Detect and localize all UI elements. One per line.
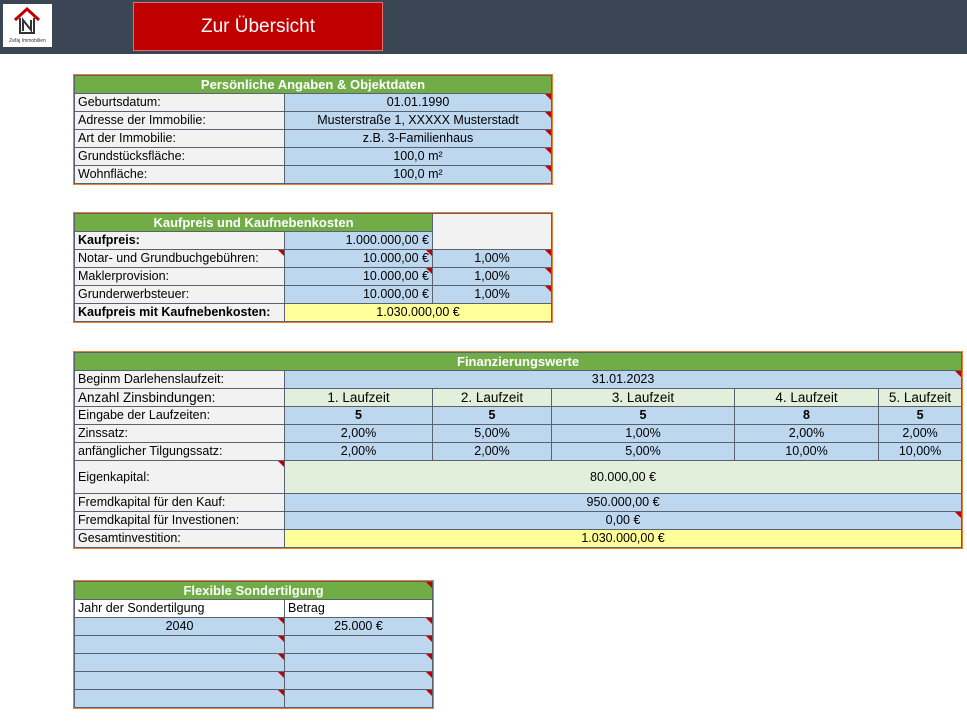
total-price-value: 1.030.000,00 € xyxy=(285,304,552,322)
address-input[interactable]: Musterstraße 1, XXXXX Musterstadt xyxy=(285,112,552,130)
year-column-header: Jahr der Sondertilgung xyxy=(75,600,285,618)
living-area-label: Wohnfläche: xyxy=(75,166,285,184)
transfer-tax-label: Grunderwerbsteuer: xyxy=(75,286,285,304)
personal-data-title: Persönliche Angaben & Objektdaten xyxy=(75,76,552,94)
notary-fees-value: 10.000,00 € xyxy=(285,250,433,268)
special-amount-input[interactable] xyxy=(285,672,433,690)
duration-input-1[interactable]: 5 xyxy=(285,407,433,425)
debt-invest-label: Fremdkapital für Investionen: xyxy=(75,512,285,530)
purchase-table xyxy=(74,213,552,322)
duration-input-3[interactable]: 5 xyxy=(552,407,735,425)
notary-fees-label: Notar- und Grundbuchgebühren: xyxy=(75,250,285,268)
duration-input-5[interactable]: 5 xyxy=(879,407,962,425)
interest-input-3[interactable]: 1,00% xyxy=(552,425,735,443)
purchase-title: Kaufpreis und Kaufnebenkosten xyxy=(75,214,433,232)
interest-label: Zinssatz: xyxy=(75,425,285,443)
term-header-4: 4. Laufzeit xyxy=(735,389,879,407)
broker-commission-value: 10.000,00 € xyxy=(285,268,433,286)
logo-text: Zefaj Immobilien xyxy=(9,38,46,44)
financing-title: Finanzierungswerte xyxy=(75,353,962,371)
debt-invest-input[interactable]: 0,00 € xyxy=(285,512,962,530)
durations-label: Eingabe der Laufzeiten: xyxy=(75,407,285,425)
company-logo[interactable] xyxy=(3,4,52,47)
property-type-input[interactable]: z.B. 3-Familienhaus xyxy=(285,130,552,148)
special-amount-input[interactable]: 25.000 € xyxy=(285,618,433,636)
special-year-input[interactable] xyxy=(75,654,285,672)
repayment-input-1[interactable]: 2,00% xyxy=(285,443,433,461)
interest-input-1[interactable]: 2,00% xyxy=(285,425,433,443)
price-label: Kaufpreis: xyxy=(75,232,285,250)
duration-input-4[interactable]: 8 xyxy=(735,407,879,425)
repayment-input-3[interactable]: 5,00% xyxy=(552,443,735,461)
notary-fees-percent-input[interactable]: 1,00% xyxy=(433,250,552,268)
term-header-5: 5. Laufzeit xyxy=(879,389,962,407)
total-investment-value: 1.030.000,00 € xyxy=(285,530,962,548)
amount-column-header: Betrag xyxy=(285,600,433,618)
special-amount-input[interactable] xyxy=(285,636,433,654)
equity-label: Eigenkapital: xyxy=(75,461,285,494)
special-year-input[interactable] xyxy=(75,672,285,690)
special-amount-input[interactable] xyxy=(285,690,433,708)
birthdate-label: Geburtsdatum: xyxy=(75,94,285,112)
term-header-2: 2. Laufzeit xyxy=(433,389,552,407)
special-repayment-table xyxy=(74,581,433,708)
personal-data-table xyxy=(74,75,552,184)
special-amount-input[interactable] xyxy=(285,654,433,672)
term-header-1: 1. Laufzeit xyxy=(285,389,433,407)
repayment-input-5[interactable]: 10,00% xyxy=(879,443,962,461)
transfer-tax-percent-input[interactable]: 1,00% xyxy=(433,286,552,304)
repayment-input-2[interactable]: 2,00% xyxy=(433,443,552,461)
total-investment-label: Gesamtinvestition: xyxy=(75,530,285,548)
birthdate-input[interactable]: 01.01.1990 xyxy=(285,94,552,112)
plot-area-input[interactable]: 100,0 m² xyxy=(285,148,552,166)
duration-input-2[interactable]: 5 xyxy=(433,407,552,425)
broker-commission-label: Maklerprovision: xyxy=(75,268,285,286)
special-year-input[interactable] xyxy=(75,636,285,654)
debt-purchase-value: 950.000,00 € xyxy=(285,494,962,512)
equity-input[interactable]: 80.000,00 € xyxy=(285,461,962,494)
property-type-label: Art der Immobilie: xyxy=(75,130,285,148)
living-area-input[interactable]: 100,0 m² xyxy=(285,166,552,184)
loan-start-input[interactable]: 31.01.2023 xyxy=(285,371,962,389)
bindings-label: Anzahl Zinsbindungen: xyxy=(75,389,285,407)
loan-start-label: Beginm Darlehenslaufzeit: xyxy=(75,371,285,389)
house-icon xyxy=(12,6,42,36)
plot-area-label: Grundstücksfläche: xyxy=(75,148,285,166)
purchase-empty-cell xyxy=(433,214,552,250)
overview-button[interactable]: Zur Übersicht xyxy=(133,2,383,51)
top-bar xyxy=(0,0,967,54)
repayment-label: anfänglicher Tilgungssatz: xyxy=(75,443,285,461)
financing-table xyxy=(74,352,962,548)
debt-purchase-label: Fremdkapital für den Kauf: xyxy=(75,494,285,512)
transfer-tax-value: 10.000,00 € xyxy=(285,286,433,304)
special-repayment-title: Flexible Sondertilgung xyxy=(75,582,433,600)
special-year-input[interactable] xyxy=(75,690,285,708)
repayment-input-4[interactable]: 10,00% xyxy=(735,443,879,461)
address-label: Adresse der Immobilie: xyxy=(75,112,285,130)
total-price-label: Kaufpreis mit Kaufnebenkosten: xyxy=(75,304,285,322)
term-header-3: 3. Laufzeit xyxy=(552,389,735,407)
interest-input-2[interactable]: 5,00% xyxy=(433,425,552,443)
interest-input-4[interactable]: 2,00% xyxy=(735,425,879,443)
broker-commission-percent-input[interactable]: 1,00% xyxy=(433,268,552,286)
interest-input-5[interactable]: 2,00% xyxy=(879,425,962,443)
price-input[interactable]: 1.000.000,00 € xyxy=(285,232,433,250)
special-year-input[interactable]: 2040 xyxy=(75,618,285,636)
